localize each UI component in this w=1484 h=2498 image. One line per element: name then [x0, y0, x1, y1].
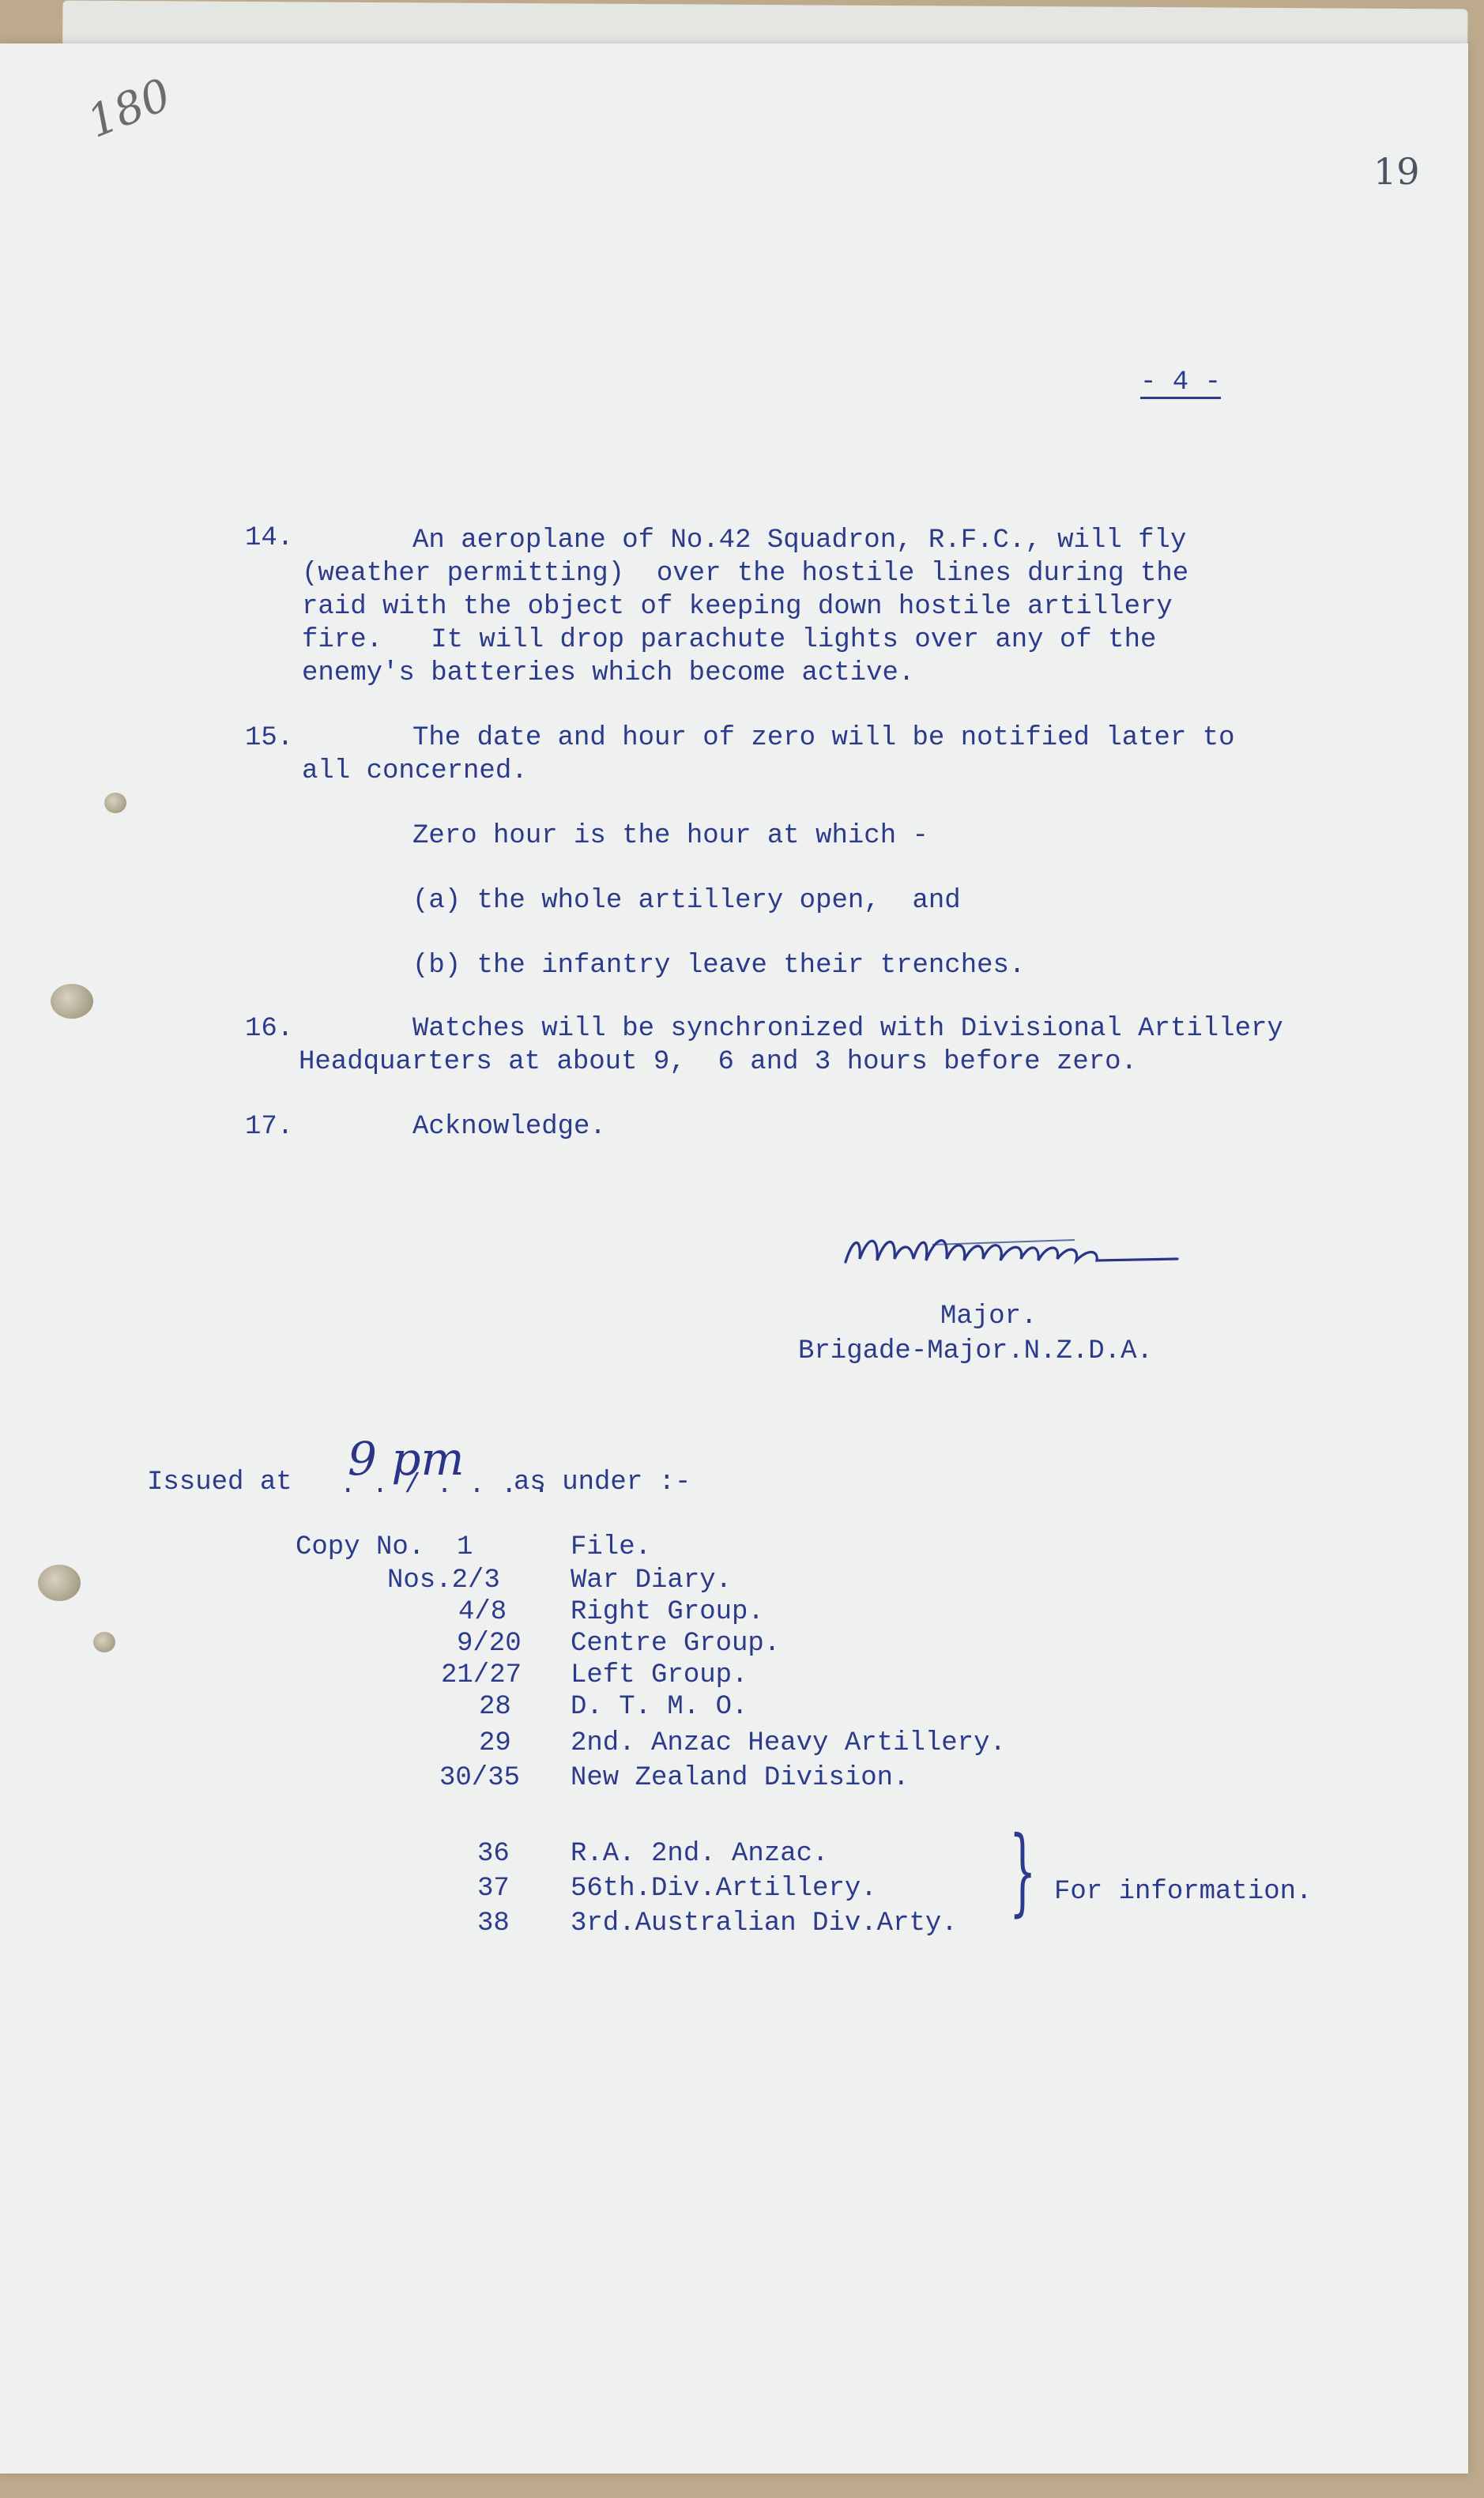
- punch-hole: [93, 1632, 115, 1652]
- copy-number: 21/27: [441, 1660, 522, 1690]
- copy-recipient: 56th.Div.Artillery.: [571, 1874, 877, 1904]
- paragraph-14-line: (weather permitting) over the hostile lines during the: [302, 559, 1189, 589]
- paragraph-14-line: raid with the object of keeping down hostile artillery: [302, 592, 1173, 622]
- handwritten-signature: [838, 1213, 1185, 1284]
- copy-recipient: D. T. M. O.: [571, 1692, 748, 1722]
- paragraph-16-number: 16.: [245, 1014, 294, 1044]
- copy-number: 29: [479, 1728, 511, 1758]
- right-brace-icon: }: [1008, 1817, 1037, 1927]
- copy-recipient: New Zealand Division.: [571, 1763, 910, 1793]
- copy-number: 28: [479, 1692, 511, 1722]
- document-page: [0, 43, 1468, 2474]
- copy-recipient: 3rd.Australian Div.Arty.: [571, 1908, 958, 1938]
- stamped-folio-number: 19: [1373, 150, 1420, 193]
- issued-suffix: as under :-: [514, 1468, 691, 1498]
- information-note: For information.: [1054, 1877, 1313, 1907]
- copy-number: Nos.2/3: [387, 1565, 500, 1596]
- copy-number: 9/20: [457, 1629, 522, 1659]
- paragraph-14-line: enemy's batteries which become active.: [302, 658, 915, 688]
- paragraph-17-text: Acknowledge.: [412, 1112, 606, 1142]
- zero-hour-item-b: (b) the infantry leave their trenches.: [412, 951, 1026, 981]
- paragraph-17-number: 17.: [245, 1112, 294, 1142]
- copy-recipient: Centre Group.: [571, 1629, 781, 1659]
- paragraph-14-line: An aeroplane of No.42 Squadron, R.F.C., will fly: [412, 526, 1187, 556]
- copy-recipient: R.A. 2nd. Anzac.: [571, 1839, 829, 1869]
- punch-hole: [51, 984, 93, 1019]
- handwritten-issue-time: 9 pm: [348, 1432, 465, 1486]
- zero-hour-definition: Zero hour is the hour at which -: [412, 821, 928, 851]
- paragraph-16-line: Headquarters at about 9, 6 and 3 hours before zero.: [299, 1047, 1137, 1077]
- copy-number: 37: [477, 1874, 510, 1904]
- copy-number: 38: [477, 1908, 510, 1938]
- copy-recipient: War Diary.: [571, 1565, 733, 1596]
- copy-number: 4/8: [458, 1597, 507, 1627]
- paragraph-15-line: The date and hour of zero will be notified later to: [412, 723, 1235, 753]
- copy-recipient: Right Group.: [571, 1597, 764, 1627]
- issued-dots: . . / . . . .: [340, 1471, 550, 1501]
- paragraph-14-line: fire. It will drop parachute lights over any of the: [302, 625, 1157, 655]
- zero-hour-item-a: (a) the whole artillery open, and: [412, 886, 961, 916]
- paragraph-15-line: all concerned.: [302, 756, 528, 786]
- copy-number: Copy No. 1: [296, 1532, 473, 1562]
- signatory-title: Brigade-Major.N.Z.D.A.: [798, 1336, 1153, 1366]
- signatory-rank: Major.: [940, 1302, 1038, 1332]
- paragraph-16-line: Watches will be synchronized with Divisional Artillery: [412, 1014, 1283, 1044]
- copy-recipient: File.: [571, 1532, 652, 1562]
- paragraph-14-number: 14.: [245, 523, 294, 553]
- punch-hole: [104, 793, 126, 813]
- punch-hole: [38, 1565, 81, 1601]
- issued-prefix: Issued at: [147, 1468, 292, 1498]
- copy-number: 30/35: [439, 1763, 521, 1793]
- copy-recipient: Left Group.: [571, 1660, 748, 1690]
- copy-number: 36: [477, 1839, 510, 1869]
- pencil-folio-number: 180: [80, 69, 179, 149]
- paragraph-15-number: 15.: [245, 723, 294, 753]
- page-number: - 4 -: [1140, 367, 1222, 397]
- copy-recipient: 2nd. Anzac Heavy Artillery.: [571, 1728, 1006, 1758]
